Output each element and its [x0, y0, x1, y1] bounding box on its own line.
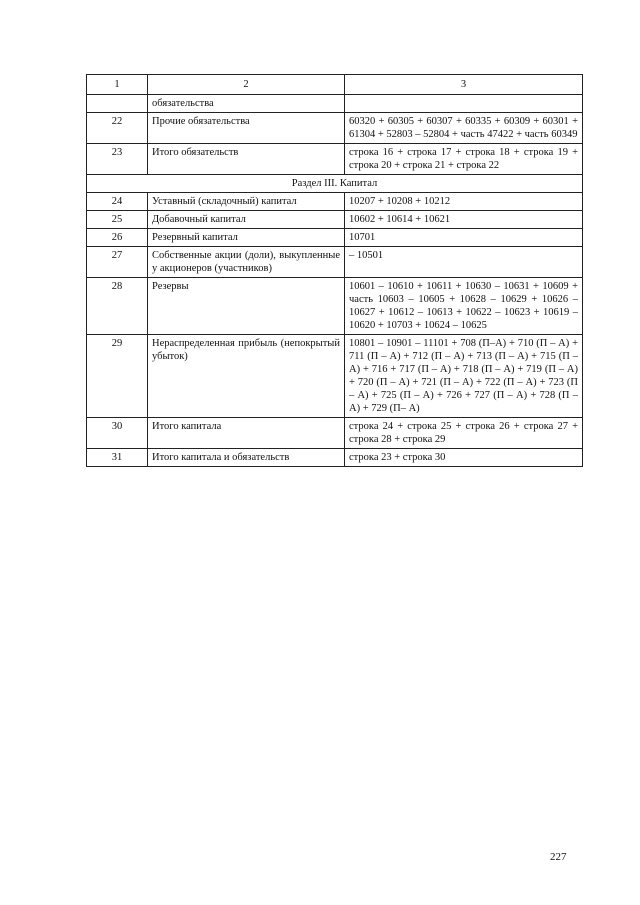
header-cell-1: 1: [87, 75, 148, 95]
section-title: Раздел III. Капитал: [87, 175, 583, 193]
row-name: Нераспределенная прибыль (непокрытый убыток): [148, 335, 345, 418]
row-number: 24: [87, 193, 148, 211]
table-row: [87, 193, 583, 211]
row-number: 23: [87, 144, 148, 175]
row-name: Прочие обязательства: [148, 113, 345, 144]
row-name: Итого капитала и обязательств: [148, 449, 345, 467]
table-row: [87, 113, 583, 144]
table-row: [87, 229, 583, 247]
row-formula: 10601 – 10610 + 10611 + 10630 – 10631 + 10609 + часть 10603 – 10605 + 10628 – 10629 + 10626 – 10627 + 10612 – 10613 + 10622 – 10623 + 10619 – 10620 + 10703 + 10624 – 10625: [345, 278, 583, 335]
row-name: Итого капитала: [148, 418, 345, 449]
table-row: [87, 335, 583, 418]
row-formula: 10801 – 10901 – 11101 + 708 (П–А) + 710 (П – А) + 711 (П – А) + 712 (П – А) + 713 (П – А) + 715 (П – А) + 716 + 717 (П – А) + 718 (П – А) + 719 (П – А) + 720 (П – А) + 721 (П – А) + 722 (П – А) + 723 (П – А) + 725 (П – А) + 726 + 727 (П – А) + 728 (П – А) + 729 (П– А): [345, 335, 583, 418]
row-number: 28: [87, 278, 148, 335]
balance-table: [86, 74, 583, 467]
row-number: [87, 95, 148, 113]
row-formula: 10207 + 10208 + 10212: [345, 193, 583, 211]
row-formula: строка 24 + строка 25 + строка 26 + строка 27 + строка 28 + строка 29: [345, 418, 583, 449]
row-name: Резервы: [148, 278, 345, 335]
page-number: 227: [550, 851, 567, 863]
row-number: 30: [87, 418, 148, 449]
table-row: [87, 211, 583, 229]
row-formula: [345, 95, 583, 113]
row-number: 27: [87, 247, 148, 278]
section-row: [87, 175, 583, 193]
row-name: обязательства: [148, 95, 345, 113]
row-name: Итого обязательств: [148, 144, 345, 175]
table-row: [87, 247, 583, 278]
continuation-row: [87, 95, 583, 113]
table-row: [87, 449, 583, 467]
table-row: [87, 144, 583, 175]
row-formula: 10602 + 10614 + 10621: [345, 211, 583, 229]
row-formula: – 10501: [345, 247, 583, 278]
row-formula: 60320 + 60305 + 60307 + 60335 + 60309 + 60301 + 61304 + 52803 – 52804 + часть 47422 + часть 60349: [345, 113, 583, 144]
row-formula: строка 16 + строка 17 + строка 18 + строка 19 + строка 20 + строка 21 + строка 22: [345, 144, 583, 175]
row-name: Резервный капитал: [148, 229, 345, 247]
row-name: Добавочный капитал: [148, 211, 345, 229]
row-name: Уставный (складочный) капитал: [148, 193, 345, 211]
table-header-row: [87, 75, 583, 95]
table-row: [87, 418, 583, 449]
row-formula: строка 23 + строка 30: [345, 449, 583, 467]
row-number: 26: [87, 229, 148, 247]
row-name: Собственные акции (доли), выкупленные у акционеров (участников): [148, 247, 345, 278]
header-cell-2: 2: [148, 75, 345, 95]
table-row: [87, 278, 583, 335]
header-cell-3: 3: [345, 75, 583, 95]
row-number: 31: [87, 449, 148, 467]
row-formula: 10701: [345, 229, 583, 247]
row-number: 29: [87, 335, 148, 418]
row-number: 25: [87, 211, 148, 229]
row-number: 22: [87, 113, 148, 144]
